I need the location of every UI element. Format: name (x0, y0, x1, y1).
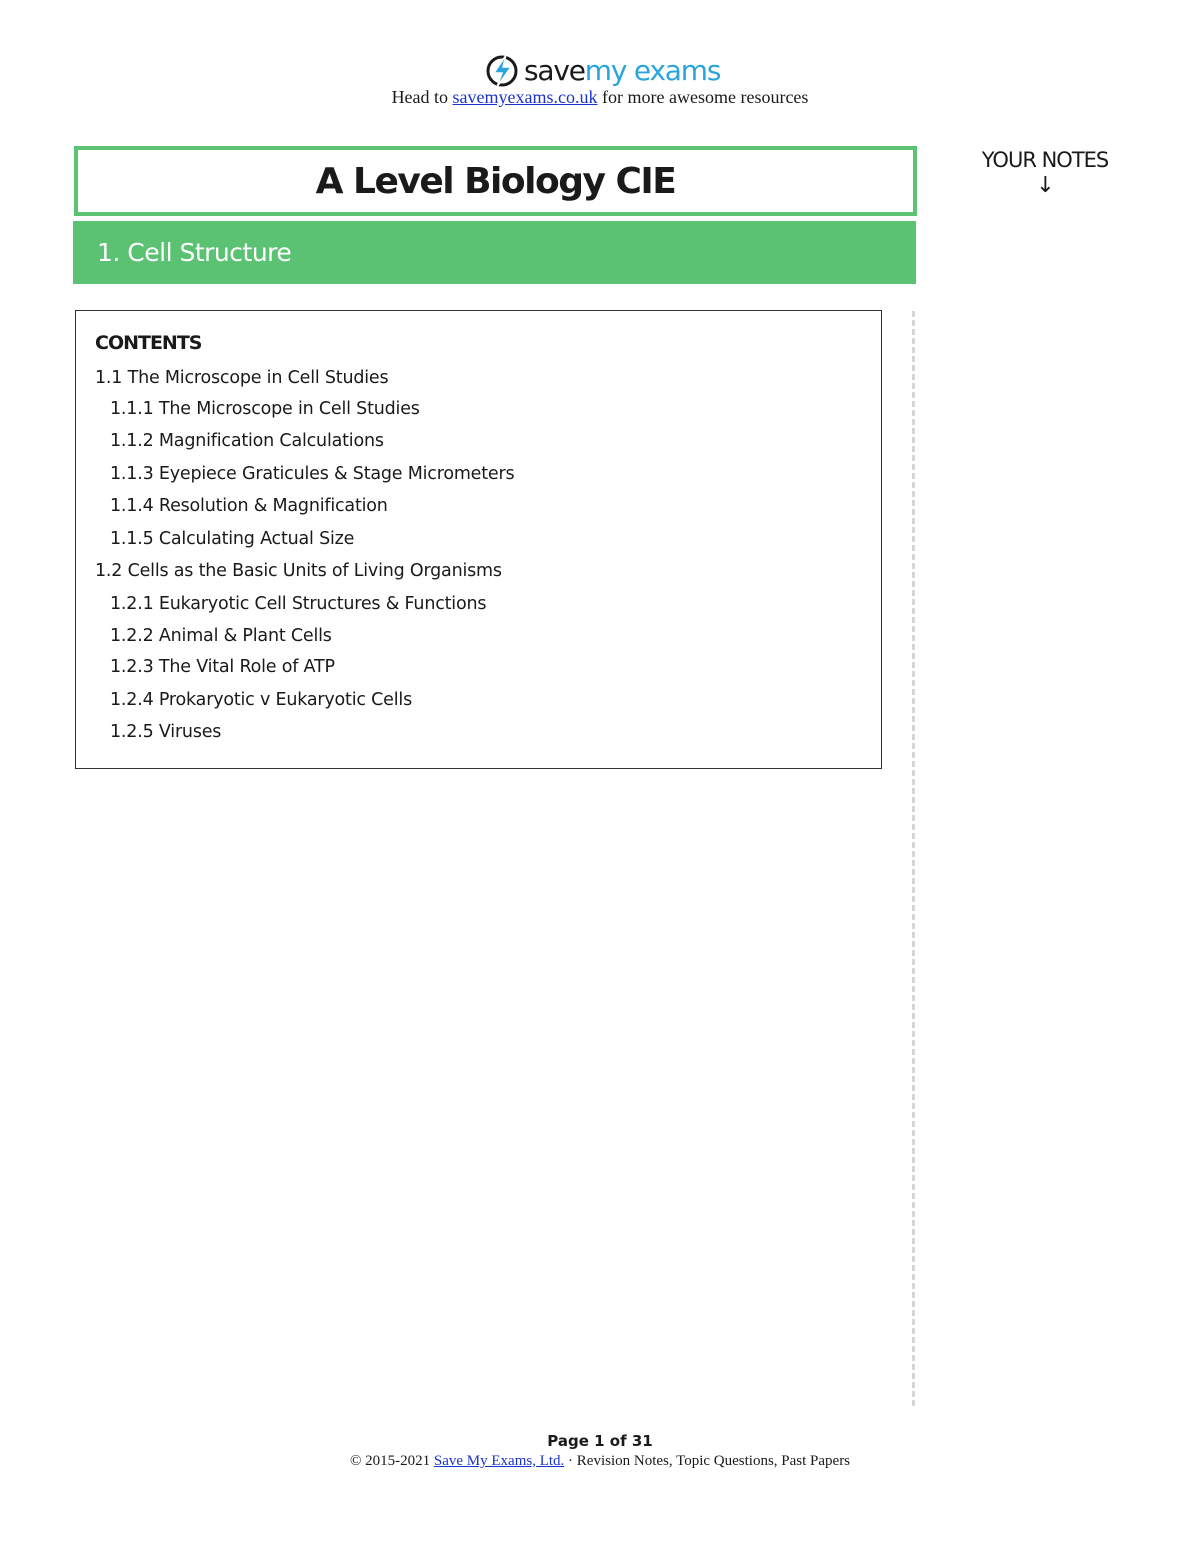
footer-company-link[interactable]: Save My Exams, Ltd. (433, 1453, 565, 1469)
toc-item[interactable]: 1.2.5 Viruses (110, 722, 222, 742)
logo-my: my (584, 54, 627, 87)
toc-item[interactable]: 1.1.5 Calculating Actual Size (110, 529, 355, 549)
toc-item[interactable]: 1.1.4 Resolution & Magnification (110, 496, 388, 516)
logo-exams: exams (633, 54, 721, 87)
toc-item[interactable]: 1.1.3 Eyepiece Graticules & Stage Micrometers (110, 464, 515, 484)
logo-save: save (524, 54, 585, 87)
section-title: 1. Cell Structure (97, 238, 292, 267)
header-tagline (0, 87, 1200, 108)
brand-logo (484, 50, 724, 92)
header-suffix: for more awesome resources (602, 87, 809, 107)
footer-copyright (0, 1453, 1200, 1470)
toc-item[interactable]: 1.1.1 The Microscope in Cell Studies (110, 399, 420, 419)
section-bar (73, 221, 916, 284)
toc-item[interactable]: 1.2.4 Prokaryotic v Eukaryotic Cells (110, 690, 412, 710)
document-title-box (74, 146, 917, 216)
lightning-bolt-icon (484, 53, 520, 89)
header-site-link[interactable]: savemyexams.co.uk (452, 87, 598, 107)
your-notes-text: YOUR NOTES (981, 148, 1109, 172)
toc-item[interactable]: 1.2.1 Eukaryotic Cell Structures & Functions (110, 594, 487, 614)
copyright-prefix: © 2015-2021 (349, 1453, 431, 1469)
toc-item[interactable]: 1.1.2 Magnification Calculations (110, 431, 384, 451)
header-prefix: Head to (391, 87, 449, 107)
copyright-suffix: · Revision Notes, Topic Questions, Past Papers (568, 1453, 851, 1469)
contents-box (75, 310, 882, 769)
logo-wordmark (524, 54, 721, 87)
toc-item[interactable]: 1.2.3 The Vital Role of ATP (110, 657, 335, 677)
arrow-down-icon: ↓ (1036, 173, 1054, 199)
notes-divider (912, 311, 915, 1406)
toc-item[interactable]: 1.1 The Microscope in Cell Studies (95, 368, 389, 388)
toc-item[interactable]: 1.2 Cells as the Basic Units of Living Organisms (95, 561, 502, 581)
toc-item[interactable]: 1.2.2 Animal & Plant Cells (110, 626, 332, 646)
contents-heading: CONTENTS (95, 332, 202, 354)
your-notes-label (960, 148, 1130, 200)
document-title: A Level Biology CIE (315, 160, 676, 202)
page-number: Page 1 of 31 (547, 1432, 653, 1450)
